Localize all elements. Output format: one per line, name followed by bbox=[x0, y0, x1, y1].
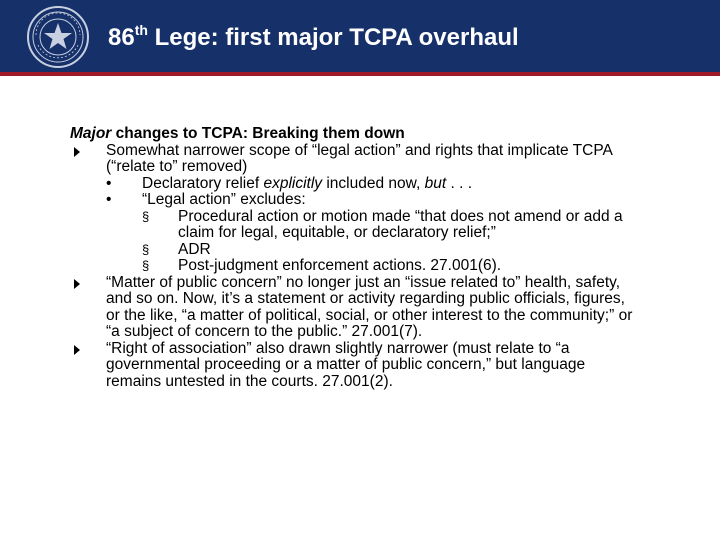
triangle-bullet-icon bbox=[70, 143, 82, 159]
bullet-public-concern bbox=[70, 275, 640, 341]
sub-bullet-text: “Legal action” excludes: bbox=[142, 191, 306, 208]
exclusion-text: ADR bbox=[178, 240, 211, 258]
triangle-bullet-icon bbox=[70, 341, 82, 357]
slide-body bbox=[70, 126, 640, 390]
bullet-right-of-association bbox=[70, 341, 640, 391]
slide-header bbox=[0, 0, 720, 72]
square-bullet-icon: § bbox=[142, 208, 150, 224]
attorney-general-seal-icon bbox=[26, 5, 90, 69]
square-bullet-icon: § bbox=[142, 241, 150, 257]
title-ordinal-suffix: th bbox=[134, 22, 148, 38]
exclusion-text: Procedural action or motion made “that does not amend or add a claim for legal, equitable, or declaratory relief;” bbox=[178, 207, 623, 241]
sub-bullet-legal-action-excludes bbox=[70, 192, 640, 209]
title-text: Lege: first major TCPA overhaul bbox=[147, 24, 519, 51]
bullet-text: “Right of association” also drawn slightly narrower (must relate to “a governmental proceeding or a matter of public concern,” but language remains untested in the courts. 27.001(2). bbox=[106, 339, 586, 390]
exclusion-procedural-action bbox=[70, 209, 640, 242]
exclusion-post-judgment bbox=[70, 258, 640, 275]
subheading-text: changes to TCPA: Breaking them down bbox=[111, 125, 405, 142]
subheading-emphasis: Major bbox=[70, 125, 112, 142]
title-number: 86 bbox=[108, 24, 135, 51]
dot-bullet-icon: • bbox=[106, 174, 112, 192]
bullet-legal-action-scope bbox=[70, 143, 640, 176]
exclusion-adr bbox=[70, 242, 640, 259]
sub-bullet-declaratory-relief bbox=[70, 176, 640, 193]
header-accent-stripe bbox=[0, 72, 720, 76]
exclusion-text: Post-judgment enforcement actions. 27.001(6). bbox=[178, 257, 502, 274]
section-subheading bbox=[70, 126, 640, 143]
triangle-bullet-icon bbox=[70, 275, 82, 291]
dot-bullet-icon: • bbox=[106, 191, 112, 208]
slide-title bbox=[108, 18, 519, 58]
square-bullet-icon: § bbox=[142, 258, 150, 273]
sub-bullet-text: Declaratory relief explicitly included now, but . . . bbox=[142, 174, 472, 192]
bullet-text: “Matter of public concern” no longer just an “issue related to” health, safety, and so on. Now, it’s a statement or activity regarding public officials, figures, or the like, “a matter of political, social, or other interest to the community;” or “a subject of concern to the public.” 27.001(7). bbox=[106, 273, 633, 340]
bullet-text: Somewhat narrower scope of “legal action” and rights that implicate TCPA (“relate to” removed) bbox=[106, 141, 613, 175]
